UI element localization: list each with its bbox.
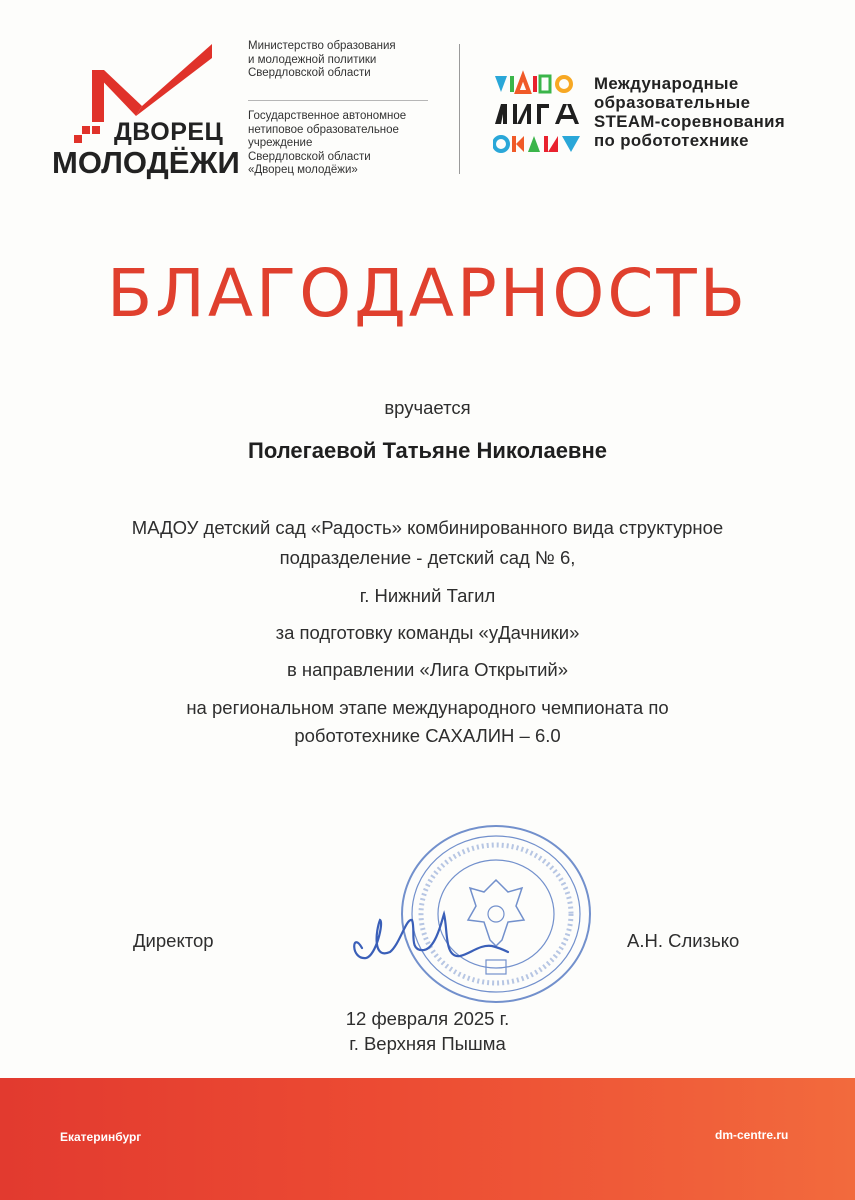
city-line: г. Нижний Тагил [359,585,496,606]
institution-name [248,110,448,178]
competition-line: образовательные [594,93,751,112]
stage-line: робототехнике САХАЛИН – 6.0 [294,725,561,746]
liga-otkrytiy-logo [493,70,583,158]
competition-line: Международные [594,74,739,93]
institution-line: нетиповое образовательное [248,123,399,136]
institution-line: Государственное автономное [248,110,407,122]
director-position: Директор [133,930,214,951]
director-name: А.Н. Слизько [627,930,740,951]
dvorets-molodezhi-logo [48,40,238,185]
issue-date: 12 февраля 2025 г. [345,1008,510,1029]
director-signature [332,900,512,975]
ministry-line: Свердловской области [248,67,371,79]
institution-line: учреждение [248,137,313,149]
competition-line: STEAM-соревнования [594,112,786,131]
logo-word-molodezhi: МОЛОДЁЖИ [52,145,240,180]
ministry-line: Министерство образования [248,40,396,52]
stage-line: на региональном этапе международного чемпионата по [186,697,669,718]
ministry-name [248,40,448,81]
direction-line: в направлении «Лига Открытий» [286,659,569,680]
competition-line: по робототехнике [594,131,749,150]
liga-bottom-row-icon [494,136,580,152]
institution-line: Свердловской области [248,150,371,163]
team-preparation-line: за подготовку команды «уДачники» [275,622,580,643]
competition-title [594,74,814,150]
ministry-line: и молодежной политики [248,53,377,66]
footer-city: Екатеринбург [60,1130,142,1144]
awarded-label: вручается [384,397,471,418]
footer-website: dm-centre.ru [715,1128,789,1142]
liga-middle-row-icon [495,104,579,124]
institution-line: «Дворец молодёжи» [248,164,358,176]
organization-line: подразделение - детский сад № 6, [279,547,576,568]
recipient-name: Полегаевой Татьяне Николаевне [248,438,607,463]
organization-line: МАДОУ детский сад «Радость» комбинированного вида структурное [131,517,724,538]
org-divider [248,100,428,101]
header-divider [459,44,460,174]
liga-top-row-icon [495,76,571,92]
logo-word-dvorets: ДВОРЕЦ [114,118,224,146]
document-title: БЛАГОДАРНОСТЬ [106,255,749,332]
issue-place: г. Верхняя Пышма [349,1033,506,1054]
